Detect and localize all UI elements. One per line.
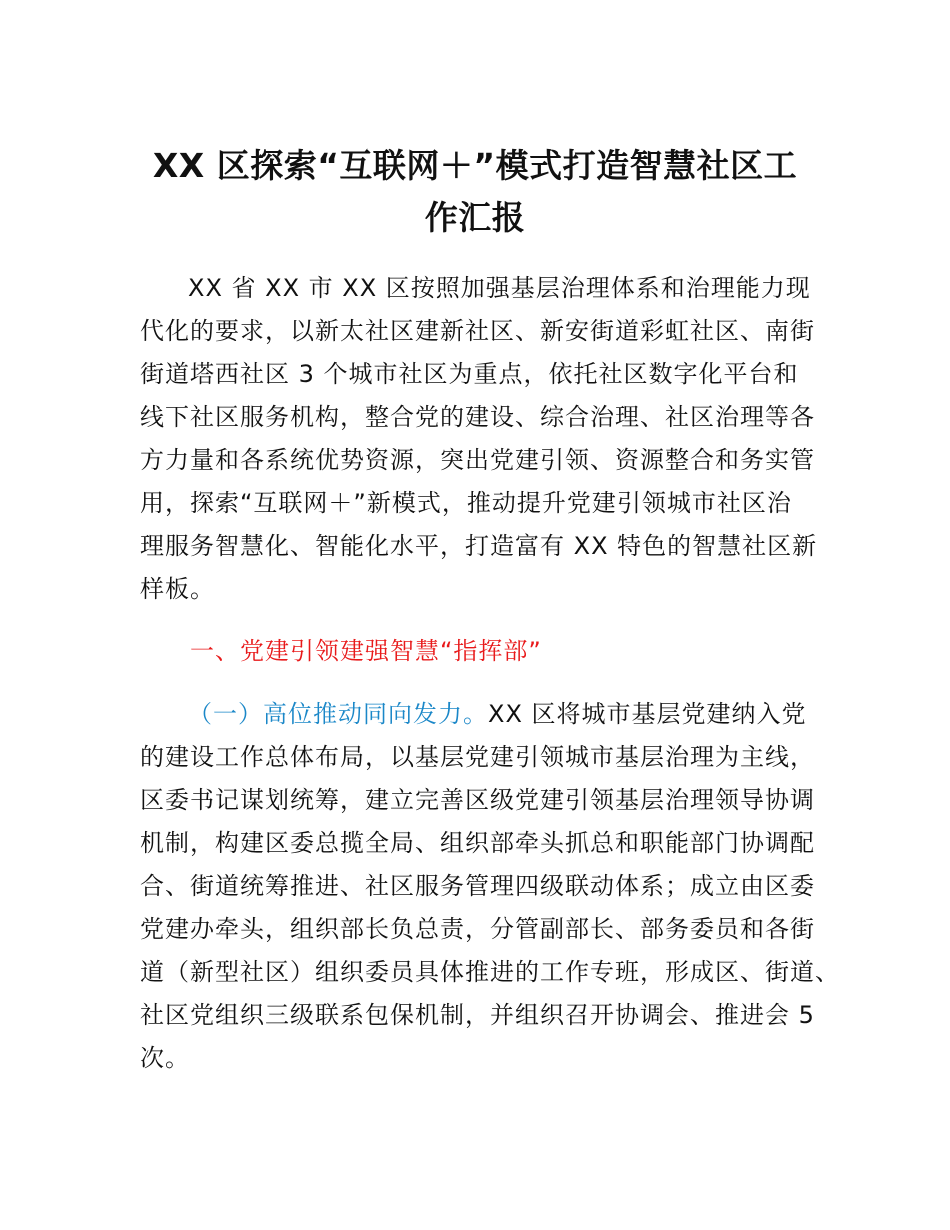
paragraph-line: 样板。	[140, 575, 215, 603]
paragraph-line: 代化的要求，以新太社区建新社区、新安街道彩虹社区、南街	[140, 317, 815, 345]
paragraph-line: 方力量和各系统优势资源，突出党建引领、资源整合和务实管	[140, 446, 815, 474]
paragraph-line: 街道塔西社区 3 个城市社区为重点，依托社区数字化平台和	[140, 360, 799, 388]
paragraph-line: 的建设工作总体布局，以基层党建引领城市基层治理为主线，	[140, 743, 815, 771]
paragraph-line: 区委书记谋划统筹，建立完善区级党建引领基层治理领导协调	[140, 786, 815, 814]
paragraph-line: 社区党组织三级联系包保机制，并组织召开协调会、推进会 5	[140, 1001, 815, 1029]
section-heading-1: 一、党建引领建强智慧“指挥部”	[190, 637, 542, 665]
subsection-heading-1: （一）高位推动同向发力。	[188, 700, 488, 728]
paragraph-intro	[140, 267, 830, 611]
paragraph-line: 合、街道统筹推进、社区服务管理四级联动体系；成立由区委	[140, 872, 815, 900]
title-line-2: 作汇报	[424, 198, 526, 237]
paragraph-line: 道（新型社区）组织委员具体推进的工作专班，形成区、街道、	[140, 958, 840, 986]
paragraph-line-rest: XX 区将城市基层党建纳入党	[488, 700, 807, 728]
paragraph-line: 线下社区服务机构，整合党的建设、综合治理、社区治理等各	[140, 403, 815, 431]
paragraph-section-1	[140, 693, 840, 1080]
paragraph-first-line	[140, 693, 830, 736]
paragraph-line: XX 省 XX 市 XX 区按照加强基层治理体系和治理能力现	[188, 274, 811, 302]
paragraph-line: 理服务智慧化、智能化水平，打造富有 XX 特色的智慧社区新	[140, 532, 818, 560]
paragraph-line: 机制，构建区委总揽全局、组织部牵头抓总和职能部门协调配	[140, 829, 815, 857]
document-title	[130, 140, 820, 244]
paragraph-line: 次。	[140, 1044, 190, 1072]
title-line-1: XX 区探索“互联网＋”模式打造智慧社区工	[152, 146, 798, 185]
paragraph-line: 党建办牵头，组织部长负总责，分管副部长、部务委员和各街	[140, 915, 815, 943]
paragraph-line: 用，探索“互联网＋”新模式，推动提升党建引领城市社区治	[140, 489, 792, 517]
